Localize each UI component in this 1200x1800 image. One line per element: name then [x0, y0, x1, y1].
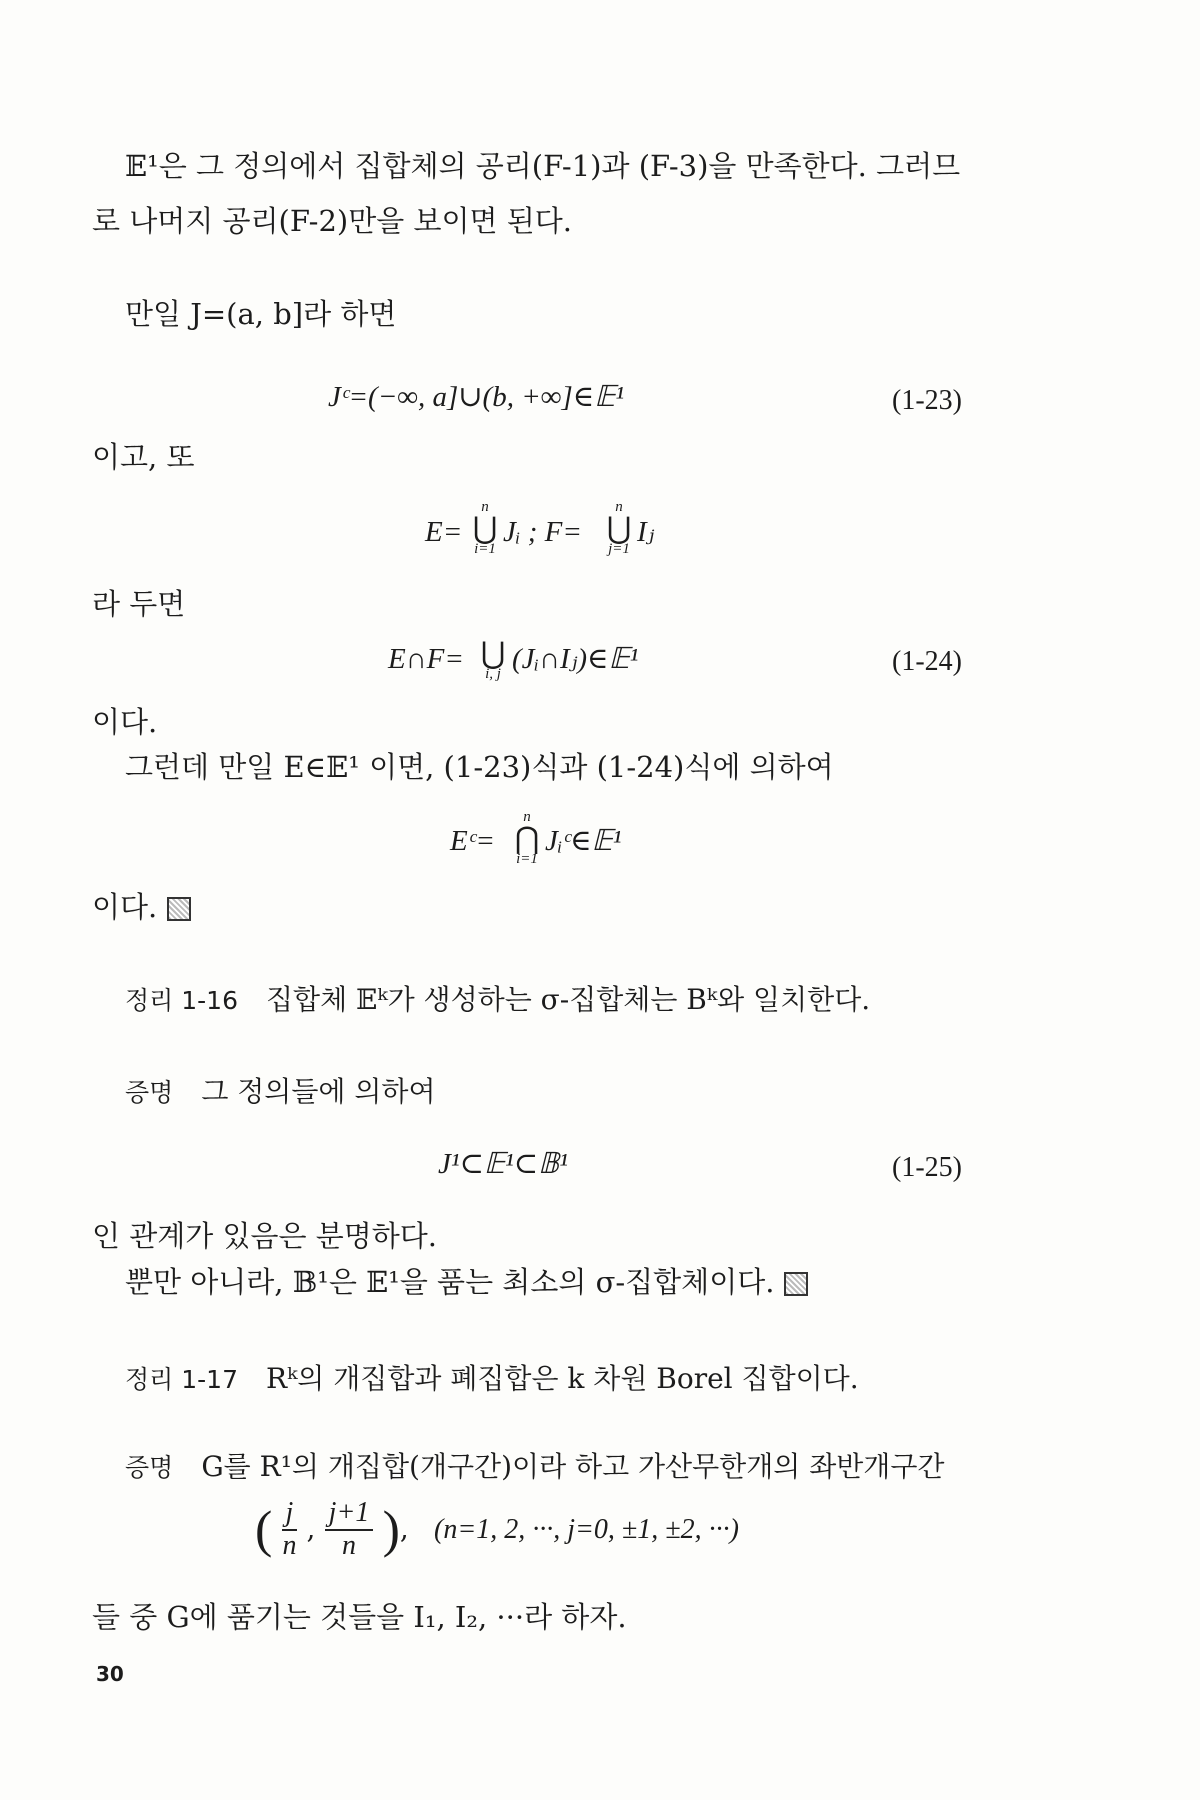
equation-part: (Jᵢ∩Iⱼ)∈𝔼¹: [512, 643, 639, 675]
paragraph-line: [92, 890, 191, 924]
paragraph-line: 인 관계가 있음은 분명하다.: [92, 1219, 438, 1253]
proof-text: 그 정의들에 의하여: [201, 1075, 436, 1108]
proof-1-17: [125, 1445, 944, 1485]
equation-number: (1-25): [892, 1152, 962, 1183]
paragraph-line: 𝔼¹은 그 정의에서 집합체의 공리(F-1)과 (F-3)을 만족한다. 그러므: [125, 149, 961, 183]
proof-text: 뿐만 아니라, 𝔹¹은 𝔼¹을 품는 최소의 σ-집합체이다.: [125, 1265, 775, 1299]
proof-text: G를 R¹의 개집합(개구간)이라 하고 가산무한개의 좌반개구간: [201, 1450, 945, 1483]
equation-part: Jᵢ ; F=: [503, 516, 582, 548]
paragraph-line: 만일 J=(a, b]라 하면: [125, 297, 397, 331]
equation-part: Jᵢᶜ∈𝔼¹: [545, 825, 622, 857]
paragraph-line: 라 두면: [92, 587, 186, 621]
union-operator: n ⋃ j=1: [606, 499, 632, 557]
paragraph-line: 이고, 또: [92, 440, 195, 474]
union-operator: ⋃ i, j: [480, 637, 506, 682]
fraction: $\frac{j}{n}$: [282, 1497, 297, 1561]
qed-icon: [784, 1272, 808, 1296]
paragraph-line: 그런데 만일 E∈𝔼¹ 이면, (1-23)식과 (1-24)식에 의하여: [125, 750, 834, 784]
theorem-1-16: [125, 978, 870, 1018]
equation-1-23: Jᶜ=(−∞, a]∪(b, +∞]∈𝔼¹: [328, 381, 625, 413]
qed-icon: [167, 897, 191, 921]
paragraph-line: 이다.: [92, 705, 158, 739]
equation-part: E∩F=: [388, 643, 464, 675]
intersection-operator: n ⋂ i=1: [514, 809, 540, 867]
paragraph-line: 로 나머지 공리(F-2)만을 보이면 된다.: [92, 204, 572, 238]
equation-1-25: J¹⊂𝔼¹⊂𝔹¹: [438, 1148, 568, 1180]
theorem-body: Rᵏ의 개집합과 폐집합은 k 차원 Borel 집합이다.: [266, 1362, 859, 1395]
equation-number: (1-24): [892, 646, 962, 677]
equation-part: Iⱼ: [637, 516, 655, 548]
fraction: $\frac{j+1}{n}$: [325, 1498, 374, 1562]
paragraph-line: [125, 1265, 808, 1299]
theorem-1-17: [125, 1357, 859, 1397]
equation-part: E=: [425, 516, 463, 548]
index-range: (n=1, 2, ···, j=0, ±1, ±2, ···): [434, 1513, 739, 1545]
equation-number: (1-23): [892, 385, 962, 416]
page-number: 30: [96, 1662, 124, 1686]
proof-label: 증명: [125, 1078, 174, 1107]
theorem-label: 정리 1-16: [125, 986, 238, 1015]
paragraph-text: 이다.: [92, 890, 158, 924]
paragraph-line: 들 중 G에 품기는 것들을 I₁, I₂, ···라 하자.: [92, 1600, 627, 1634]
equation-part: Eᶜ=: [450, 825, 495, 857]
proof-1-16: [125, 1070, 436, 1110]
union-operator: n ⋃ i=1: [472, 499, 498, 557]
theorem-label: 정리 1-17: [125, 1365, 238, 1394]
proof-label: 증명: [125, 1453, 174, 1482]
theorem-body: 집합체 𝔼ᵏ가 생성하는 σ-집합체는 Bᵏ와 일치한다.: [266, 983, 871, 1016]
interval-formula: ( $\frac{j}{n}$ , $\frac{j+1}{n}$ ), (n=1, 2, ···, j=0, ±1, ±2, ···): [255, 1497, 739, 1561]
